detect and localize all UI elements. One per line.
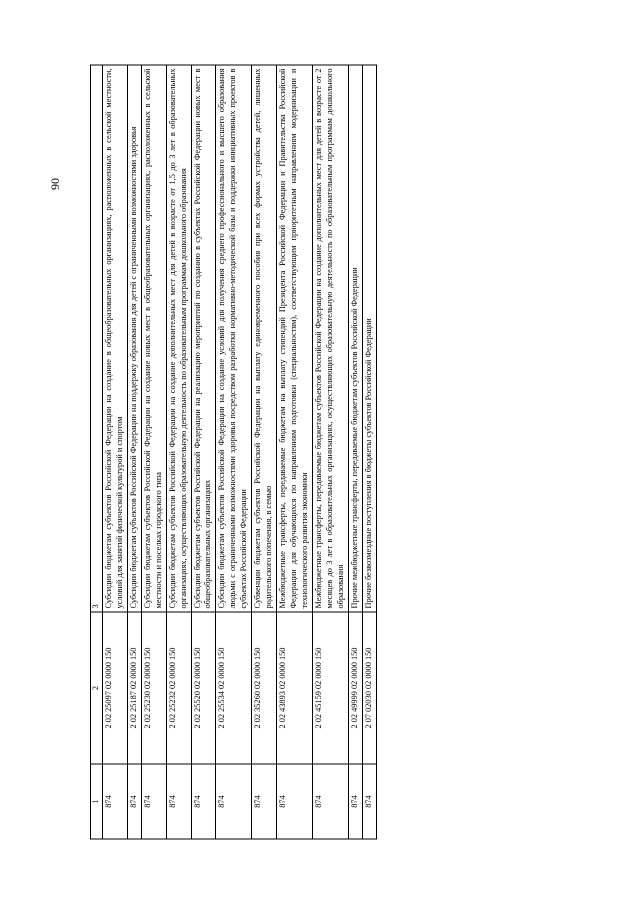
table-row bbox=[191, 65, 216, 839]
revenue-name-cell: Субсидии бюджетам субъектов Российской Федерации на реализацию мероприятий по созданию в субъектах Российской Федерации новых мест в общеобразовательных организациях bbox=[191, 65, 216, 612]
revenue-name-cell: Субвенции бюджетам субъектов Российской Федерации на выплату единовременного пособия при всех формах устройства детей, лишенных родительского попечения, в семью bbox=[252, 65, 277, 612]
revenue-code-cell: 2 02 25230 02 0000 150 bbox=[141, 612, 166, 764]
table-row bbox=[348, 65, 362, 839]
revenue-name-cell: Субсидии бюджетам субъектов Российской Федерации на создание в общеобразовательных организациях, расположенных в сельской местности, условий для занятий физической культурой и спортом bbox=[102, 65, 127, 612]
revenue-code-cell: 2 02 35260 02 0000 150 bbox=[252, 612, 277, 764]
admin-code-cell: 874 bbox=[216, 764, 252, 839]
admin-code-cell: 874 bbox=[312, 764, 348, 839]
table-row bbox=[277, 65, 313, 839]
revenue-code-cell: 2 02 45159 02 0000 150 bbox=[312, 612, 348, 764]
admin-code-cell: 874 bbox=[277, 764, 313, 839]
table-row bbox=[362, 65, 376, 839]
rotated-table-container bbox=[90, 65, 550, 840]
admin-code-cell: 874 bbox=[127, 764, 141, 839]
revenue-name-cell: Субсидии бюджетам субъектов Российской Федерации на поддержку образования для детей с ограниченными возможностями здоровья bbox=[127, 65, 141, 612]
table-row bbox=[252, 65, 277, 839]
revenue-codes-table bbox=[90, 65, 377, 840]
header-col-3: 3 bbox=[91, 65, 103, 612]
revenue-code-cell: 2 07 02030 02 0000 150 bbox=[362, 612, 376, 764]
table-row bbox=[166, 65, 191, 839]
table-header-row bbox=[91, 65, 103, 839]
table-row bbox=[141, 65, 166, 839]
header-col-2: 2 bbox=[91, 612, 103, 764]
revenue-code-cell: 2 02 25187 02 0000 150 bbox=[127, 612, 141, 764]
revenue-name-cell: Прочие межбюджетные трансферты, передаваемые бюджетам субъектов Российской Федерации bbox=[348, 65, 362, 612]
table-row bbox=[102, 65, 127, 839]
revenue-name-cell: Межбюджетные трансферты, передаваемые бюджетам на выплату стипендий Президента Российской Федерации и Правительства Российской Федерации для обучающихся по направлениям подготовки (специальностям), соответствующим приоритетным направлениям модернизации и технологического развития экономики bbox=[277, 65, 313, 612]
admin-code-cell: 874 bbox=[252, 764, 277, 839]
admin-code-cell: 874 bbox=[348, 764, 362, 839]
admin-code-cell: 874 bbox=[362, 764, 376, 839]
revenue-name-cell: Субсидии бюджетам субъектов Российской Федерации на создание новых мест в общеобразовательных организациях, расположенных в сельской местности и поселках городского типа bbox=[141, 65, 166, 612]
revenue-name-cell: Межбюджетные трансферты, передаваемые бюджетам субъектов Российской Федерации на создание дополнительных мест для детей в возрасте от 2 месяцев до 3 лет в образовательных организациях, осуществляющих образовательную деятельность по образовательным программам дошкольного образования bbox=[312, 65, 348, 612]
table-row bbox=[216, 65, 252, 839]
revenue-name-cell: Субсидии бюджетам субъектов Российской Федерации на создание условий для получения среднего профессионального и высшего образования людьми с ограниченными возможностями здоровья посредством разработки нормативно-методической базы и поддержки инициативных проектов в субъектах Российской Федерации bbox=[216, 65, 252, 612]
header-col-1: 1 bbox=[91, 764, 103, 839]
revenue-code-cell: 2 02 25232 02 0000 150 bbox=[166, 612, 191, 764]
revenue-name-cell: Прочие безвозмездные поступления в бюджеты субъектов Российской Федерации bbox=[362, 65, 376, 612]
revenue-code-cell: 2 02 25097 02 0000 150 bbox=[102, 612, 127, 764]
admin-code-cell: 874 bbox=[166, 764, 191, 839]
revenue-code-cell: 2 02 49999 02 0000 150 bbox=[348, 612, 362, 764]
table-row bbox=[312, 65, 348, 839]
revenue-code-cell: 2 02 43893 02 0000 150 bbox=[277, 612, 313, 764]
admin-code-cell: 874 bbox=[191, 764, 216, 839]
revenue-code-cell: 2 02 25534 02 0000 150 bbox=[216, 612, 252, 764]
table-row bbox=[127, 65, 141, 839]
revenue-name-cell: Субсидии бюджетам субъектов Российской Федерации на создание дополнительных мест для детей в возрасте от 1,5 до 3 лет в образовательных организациях, осуществляющих образовательную деятельность по образовательным программам дошкольного образования bbox=[166, 65, 191, 612]
revenue-code-cell: 2 02 25520 02 0000 150 bbox=[191, 612, 216, 764]
page-number: 90 bbox=[48, 178, 62, 190]
admin-code-cell: 874 bbox=[141, 764, 166, 839]
admin-code-cell: 874 bbox=[102, 764, 127, 839]
